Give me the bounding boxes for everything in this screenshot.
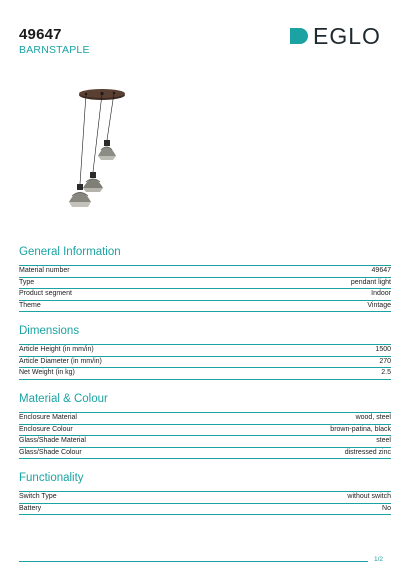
table-row [19, 301, 391, 313]
section-material-colour [19, 392, 391, 459]
footer-divider [19, 561, 368, 562]
row-value: Vintage [367, 301, 391, 309]
spec-table [19, 491, 391, 515]
row-label: Article Diameter (in mm/in) [19, 357, 102, 365]
row-label: Theme [19, 301, 41, 309]
row-value: pendant light [350, 278, 391, 286]
row-value: brown-patina, black [330, 425, 391, 433]
article-number: 49647 [19, 26, 62, 43]
spec-table [19, 265, 391, 312]
row-label: Battery [19, 504, 42, 512]
table-row [19, 448, 391, 460]
table-row [19, 289, 391, 301]
section-title: Material & Colour [19, 393, 108, 405]
spec-table [19, 344, 391, 380]
table-row [19, 504, 391, 516]
table-row [19, 265, 391, 278]
pendant-lamp-image [62, 86, 142, 226]
row-label: Enclosure Material [19, 414, 77, 421]
section-title: General Information [19, 246, 121, 258]
section-general-information [19, 245, 391, 312]
eglo-logo-icon [288, 26, 308, 46]
eglo-logo [288, 25, 381, 47]
row-label: Switch Type [19, 493, 57, 500]
section-dimensions [19, 324, 391, 380]
section-functionality [19, 471, 391, 515]
row-label: Net Weight (in kg) [19, 369, 75, 376]
page-number: 1/2 [374, 556, 384, 563]
product-name: BARNSTAPLE [19, 44, 90, 56]
row-value: Indoor [371, 290, 391, 297]
section-title: Dimensions [19, 325, 80, 337]
table-row [19, 344, 391, 357]
table-row [19, 278, 391, 290]
row-label: Glass/Shade Material [19, 437, 86, 444]
table-row [19, 357, 391, 369]
row-value: 49647 [371, 267, 391, 274]
table-row [19, 436, 391, 448]
row-value: steel [376, 437, 391, 444]
row-label: Type [19, 278, 35, 286]
brand-name: EGLO [313, 23, 381, 49]
row-value: without switch [347, 493, 391, 500]
header [19, 26, 90, 56]
table-row [19, 368, 391, 380]
table-row [19, 425, 391, 437]
row-label: Material number [19, 267, 70, 274]
row-label: Product segment [19, 290, 72, 297]
row-value: wood, steel [355, 414, 391, 421]
row-label: Enclosure Colour [19, 425, 73, 433]
row-label: Glass/Shade Colour [19, 448, 82, 456]
row-label: Article Height (in mm/in) [19, 346, 94, 353]
row-value: No [382, 504, 391, 512]
row-value: 270 [379, 357, 391, 365]
row-value: 1500 [375, 346, 391, 353]
table-row [19, 412, 391, 425]
section-title: Functionality [19, 472, 84, 484]
row-value: distressed zinc [344, 448, 391, 456]
table-row [19, 491, 391, 504]
row-value: 2.5 [381, 369, 391, 376]
spec-table [19, 412, 391, 459]
